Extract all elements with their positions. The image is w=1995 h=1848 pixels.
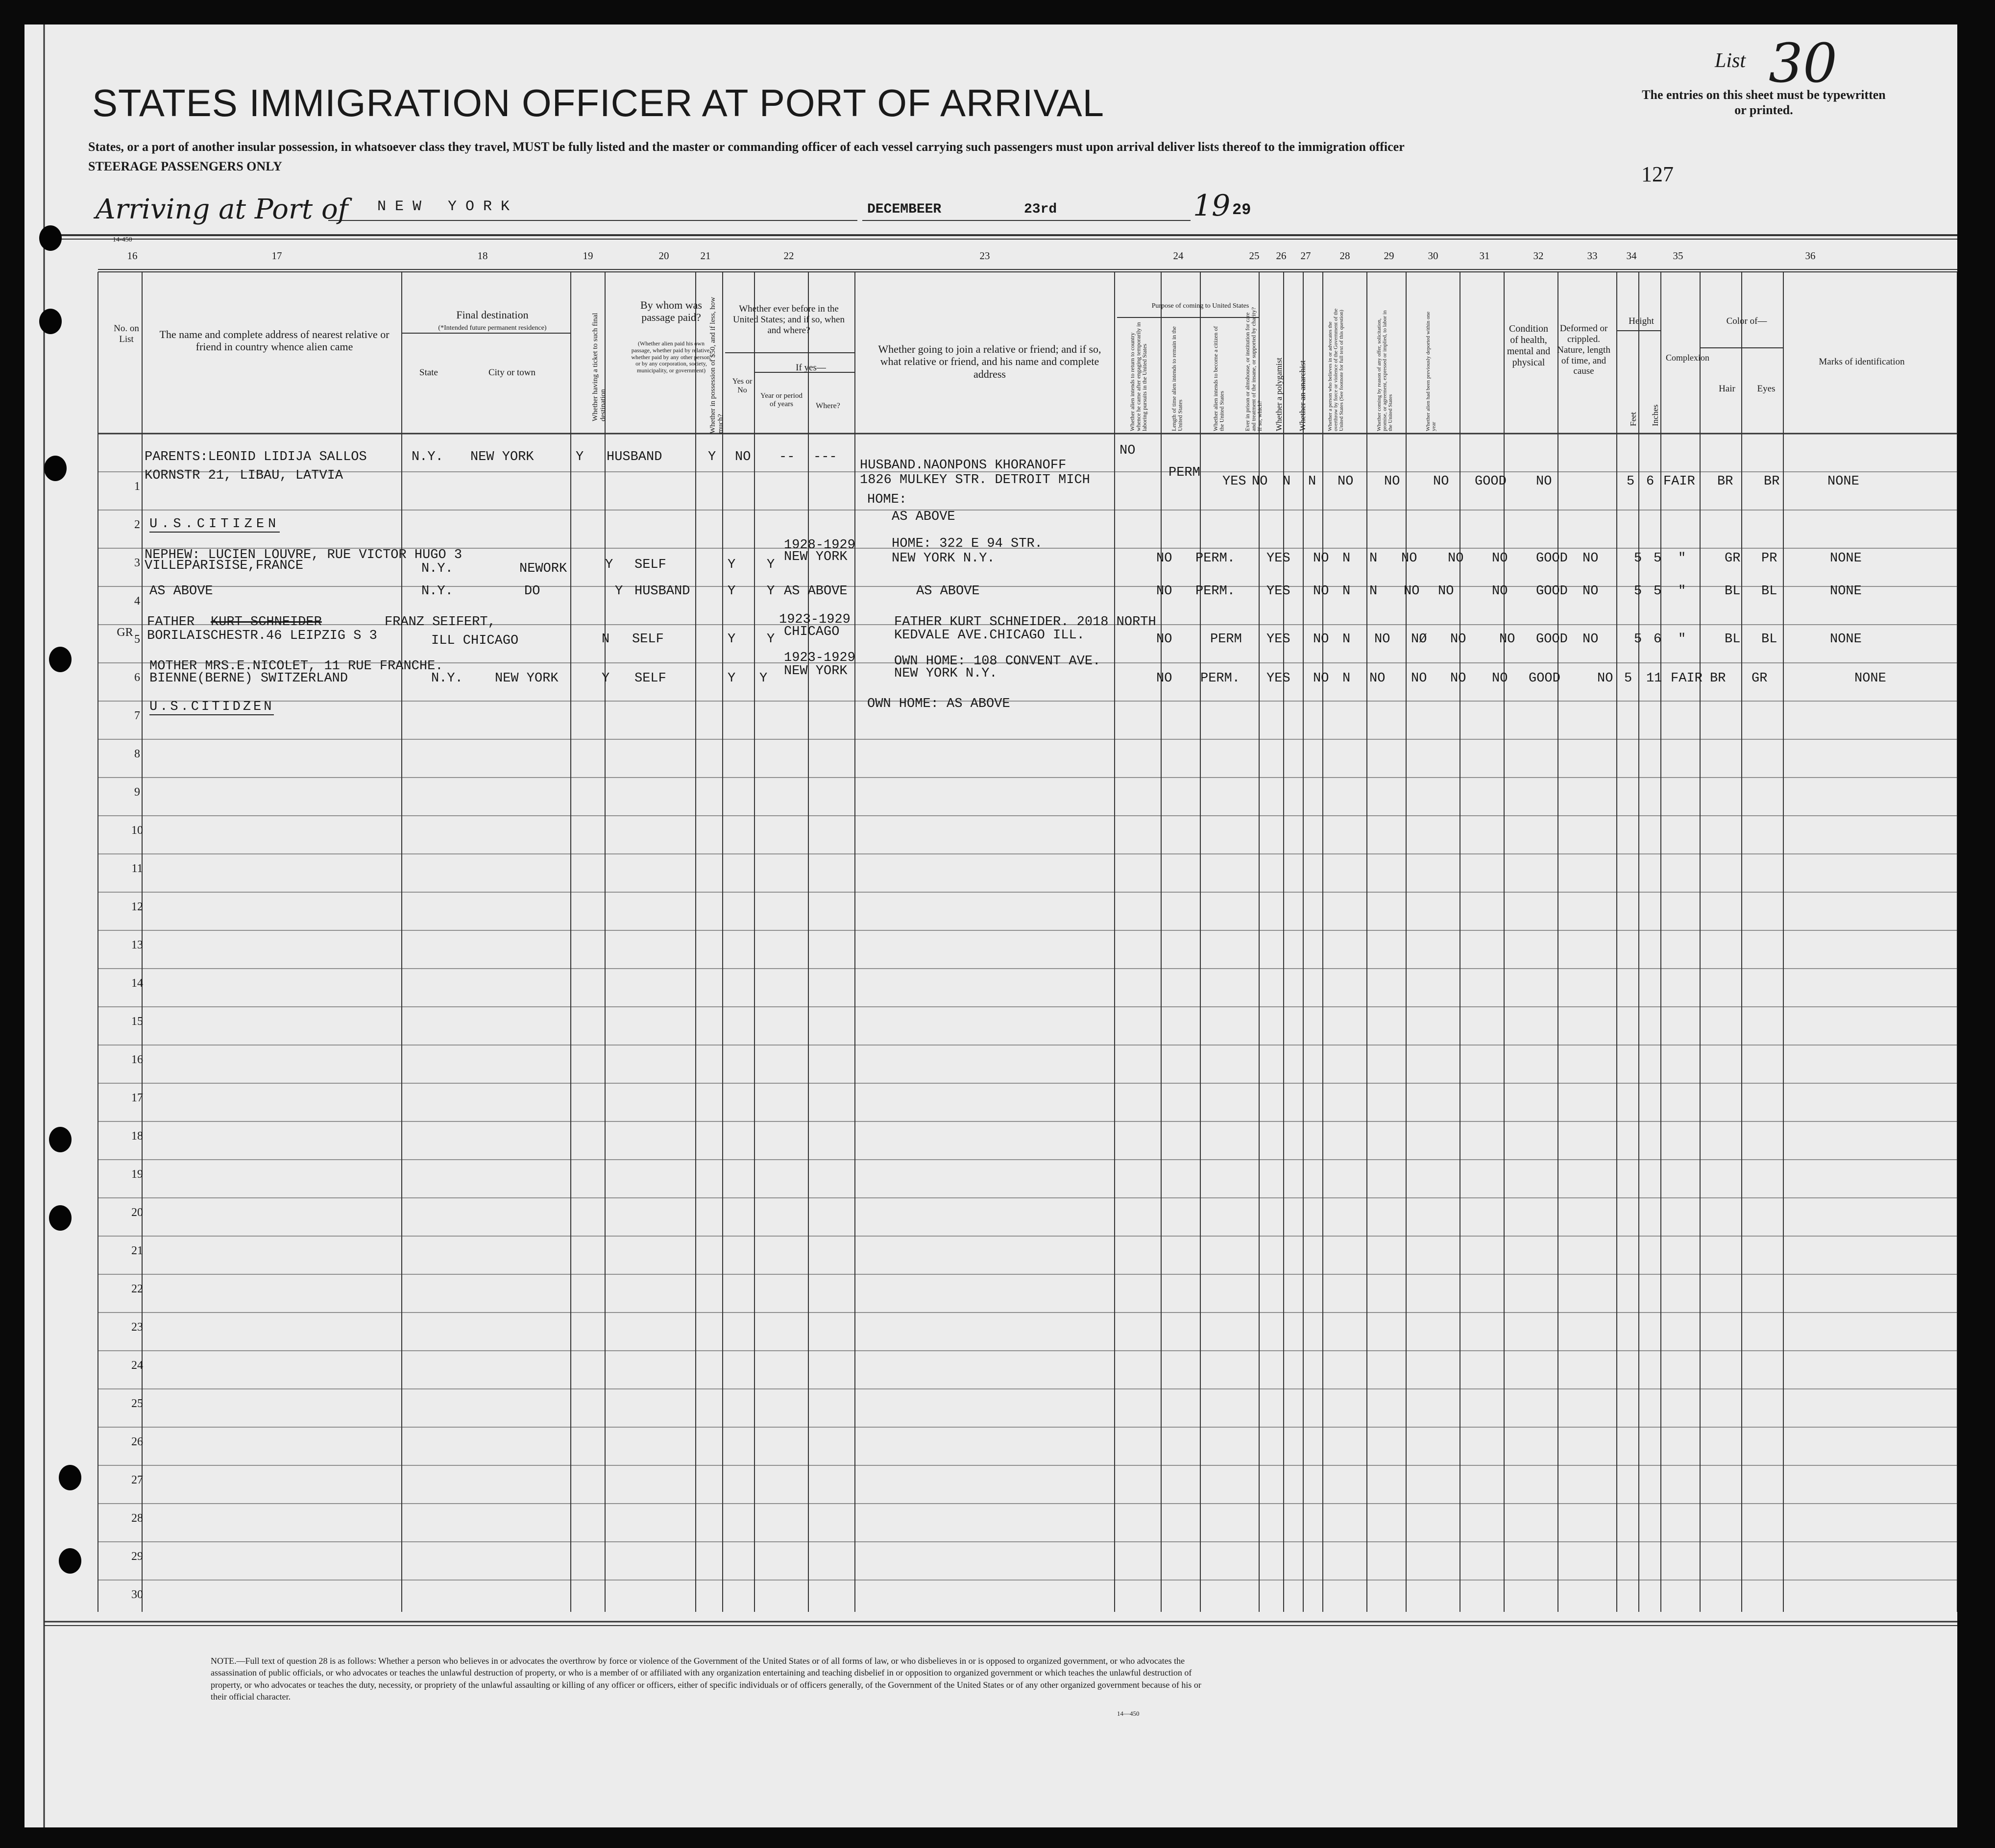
row1-health: GOOD <box>1475 474 1507 489</box>
row6-inches: 11 <box>1646 671 1662 686</box>
row-number: 22 <box>131 1283 143 1295</box>
row4-deformed: NO <box>1582 584 1599 599</box>
row5-health: GOOD <box>1536 632 1568 647</box>
col-num-29: 29 <box>1384 250 1394 262</box>
col-header-30: Whether alien had been previously deported within one year <box>1425 311 1437 431</box>
col-header-23: Whether going to join a relative or friend; and if so, what relative or friend, and his name and complete address <box>878 343 1101 380</box>
row3-state: N.Y. <box>421 561 453 576</box>
row3-hair: GR <box>1725 551 1741 566</box>
footnote-form-number: 14—450 <box>1117 1710 1140 1717</box>
row-number: 14 <box>131 977 143 990</box>
row1-joining-address: 1826 MULKEY STR. DETROIT MICH <box>860 473 1090 487</box>
steerage-label: STEERAGE PASSENGERS ONLY <box>88 159 282 173</box>
row3-ticket: Y <box>605 558 613 572</box>
list-label: List <box>1715 49 1746 72</box>
col-num-19: 19 <box>583 250 593 262</box>
col-header-22-where: Where? <box>816 402 840 410</box>
row4-before: Y <box>767 584 775 599</box>
row6-hair: BR <box>1710 671 1726 686</box>
col-header-20-note: (Whether alien paid his own passage, whether paid by relative, whether paid by any other person, or by any corporation, society, municipality, or government) <box>631 340 711 374</box>
row3-relative-address: VILLEPARISISE,FRANCE <box>145 559 304 573</box>
row5-relative-struck: KURT SCHNEIDER <box>211 615 322 630</box>
row1-hair: BR <box>1717 474 1733 489</box>
col-num-18: 18 <box>477 250 488 262</box>
col-header-22-years: Year or period of years <box>760 392 803 409</box>
punch-hole <box>39 225 62 251</box>
row4-return: NO <box>1156 584 1172 599</box>
row5-money: Y <box>728 632 736 647</box>
row5-where: CHICAGO <box>784 625 840 639</box>
row1-complexion: FAIR <box>1663 474 1695 489</box>
form-grid <box>24 24 1957 1827</box>
row1-deformed: NO <box>1536 474 1552 489</box>
col-header-24: Purpose of coming to United States <box>1151 302 1249 310</box>
row1-return: NO <box>1119 443 1136 458</box>
row5-destination: ILL CHICAGO <box>431 633 519 648</box>
punch-hole <box>49 1205 72 1231</box>
col-header-25: Ever in prison or almshouse, or institution for care and treatment of the insane, or supported by charity? If so, which? <box>1244 307 1264 431</box>
year-suffix: 29 <box>1232 201 1251 219</box>
row5-before: Y <box>767 632 775 647</box>
row6-state: N.Y. <box>431 671 463 686</box>
row4-complexion: " <box>1678 584 1686 599</box>
col-header-18-note: (*Intended future permanent residence) <box>438 324 547 332</box>
row-number: 10 <box>131 824 143 837</box>
col-header-21: Whether in possession of $50, and if less, how much? <box>709 296 725 434</box>
row6-eyes: GR <box>1752 671 1768 686</box>
row4-eyes: BL <box>1761 584 1777 599</box>
row6-relative-address: BIENNE(BERNE) SWITZERLAND <box>149 671 348 686</box>
col-num-25: 25 <box>1249 250 1260 262</box>
col-num-17: 17 <box>271 250 282 262</box>
row6-deformed: NO <box>1597 671 1613 686</box>
col-num-23: 23 <box>979 250 990 262</box>
row3-eyes: PR <box>1761 551 1777 566</box>
punch-hole <box>39 309 62 334</box>
col-header-20: By whom was passage paid? <box>640 299 702 324</box>
row-number: 3 <box>134 557 140 569</box>
row1-city: NEW YORK <box>470 450 534 464</box>
punch-hole <box>49 647 72 672</box>
row4-citizen: YES <box>1266 584 1290 599</box>
row4-inches: 5 <box>1654 584 1662 599</box>
row3-anarchist: N <box>1369 551 1378 566</box>
row1-state: N.Y. <box>412 450 443 464</box>
col-header-27: Whether an anarchist <box>1298 360 1307 431</box>
arriving-label: Arriving at Port of <box>96 194 348 225</box>
row5-return: NO <box>1156 632 1172 647</box>
row4-money: Y <box>728 584 736 599</box>
punch-hole <box>59 1548 81 1574</box>
row7-joining: OWN HOME: AS ABOVE <box>867 697 1010 711</box>
row6-length: PERM. <box>1200 671 1241 686</box>
row5-deformed: NO <box>1582 632 1599 647</box>
row1-before: NO <box>735 450 751 464</box>
row3-marks: NONE <box>1830 551 1862 566</box>
col-header-35: Color of— <box>1726 316 1767 326</box>
col-num-31: 31 <box>1479 250 1490 262</box>
row3-before: Y <box>767 558 775 572</box>
col-header-24a: Whether alien intends to return to country whence he came after engaging temporarily in laboring pursuits in the United States <box>1129 322 1148 431</box>
row-number: 29 <box>131 1550 143 1563</box>
row5-marks: NONE <box>1830 632 1862 647</box>
row4-length: PERM. <box>1195 584 1236 599</box>
col-num-21: 21 <box>700 250 711 262</box>
row1-q29: NO <box>1384 474 1400 489</box>
col-num-20: 20 <box>658 250 669 262</box>
row3-polygamist: N <box>1342 551 1351 566</box>
col-header-24c: Whether alien intends to become a citizen of the United States <box>1212 326 1225 431</box>
row4-state: N.Y. <box>421 584 453 599</box>
row5-hair: BL <box>1725 632 1741 647</box>
row5-joining-address: KEDVALE AVE.CHICAGO ILL. <box>894 628 1085 643</box>
row-number: 6 <box>134 671 140 684</box>
col-header-33-feet: Feet <box>1629 412 1638 426</box>
row6-complexion: FAIR <box>1671 671 1703 686</box>
row-number: 24 <box>131 1359 143 1372</box>
form-notice: States, or a port of another insular possession, in whatsoever class they travel, MUST be fully listed and the master or commanding officer of each vessel carrying such passengers must upon arrival deliver lists thereof to the immigration officer <box>88 140 1405 154</box>
row4-passage: HUSBAND <box>634 584 690 599</box>
row7-relative: U.S.CITIDZEN <box>149 700 274 714</box>
col-num-24: 24 <box>1173 250 1184 262</box>
row6-prison: NO <box>1313 671 1329 686</box>
row2-relative: U.S.CITIZEN <box>149 517 280 532</box>
row1-inches: 6 <box>1646 474 1654 489</box>
col-header-33: Height <box>1629 316 1654 326</box>
date-value: DECEMBEER <box>867 202 942 217</box>
punch-hole <box>49 1127 72 1152</box>
row1-polygamist: N <box>1283 474 1291 489</box>
row5-citizen: YES <box>1266 632 1290 647</box>
col-num-16: 16 <box>127 250 138 262</box>
row4-anarchist: N <box>1369 584 1378 599</box>
manifest-sheet <box>24 24 1957 1827</box>
col-header-31: Condition of health, mental and physical <box>1507 323 1551 368</box>
port-value: N E W Y O R K <box>377 198 510 215</box>
col-header-22: Whether ever before in the United States; and if so, when and where? <box>733 304 845 336</box>
row3-relative-name: NEPHEW: LUCIEN LOUVRE, RUE VICTOR HUGO 3 <box>145 548 462 562</box>
row3-joining: HOME: 322 E 94 STR. <box>892 536 1043 551</box>
row3-inches: 5 <box>1654 551 1662 566</box>
row1-q28: NO <box>1338 474 1354 489</box>
row4-ticket: Y <box>615 584 623 599</box>
col-num-30: 30 <box>1428 250 1438 262</box>
col-header-18-city: City or town <box>488 367 536 378</box>
row4-q28: NO <box>1404 584 1420 599</box>
form-number: 14-450 <box>113 236 132 243</box>
col-header-22-yesno: Yes or No <box>732 377 753 395</box>
row5-inches: 6 <box>1654 632 1662 647</box>
row4-q29: NO <box>1438 584 1454 599</box>
row-number-gr: GR <box>117 626 133 639</box>
row4-q30: NO <box>1492 584 1508 599</box>
punch-hole <box>44 456 67 481</box>
col-header-33-inches: Inches <box>1651 404 1660 426</box>
row-number: 26 <box>131 1435 143 1448</box>
col-header-32: Deformed or crippled. Nature, length of time, and cause <box>1557 323 1610 377</box>
row3-length: PERM. <box>1195 551 1236 566</box>
row-number: 1 <box>134 480 140 493</box>
row3-q28: NO <box>1401 551 1417 566</box>
col-header-18-state: State <box>419 367 438 378</box>
row6-before: Y <box>759 671 768 686</box>
row5-q30: NO <box>1499 632 1515 647</box>
list-number: 30 <box>1769 32 1837 95</box>
col-num-35: 35 <box>1673 250 1683 262</box>
col-num-32: 32 <box>1533 250 1544 262</box>
col-header-24b: Length of time alien intends to remain in the United States <box>1170 326 1184 431</box>
typewritten-note: The entries on this sheet must be typewritten or printed. <box>1642 88 1886 118</box>
row1-feet: 5 <box>1627 474 1635 489</box>
row1-prison: NO <box>1252 474 1268 489</box>
row3-citizen: YES <box>1266 551 1290 566</box>
row6-ticket: Y <box>602 671 610 686</box>
row-number: 13 <box>131 939 143 951</box>
punch-hole <box>59 1465 81 1490</box>
year-prefix: 19 <box>1193 189 1231 223</box>
row1-passage: HUSBAND <box>607 450 662 464</box>
row-number: 2 <box>134 518 140 531</box>
row4-city: DO <box>524 584 540 599</box>
row6-relative-name: MOTHER MRS.E.NICOLET, 11 RUE FRANCHE. <box>149 659 443 674</box>
row3-joining-address: NEW YORK N.Y. <box>892 551 995 566</box>
row6-years: 1923-1929 <box>784 651 855 665</box>
row5-prison: NO <box>1313 632 1329 647</box>
row1-relative-name: PARENTS:LEONID LIDIJA SALLOS <box>145 450 367 464</box>
row3-city: NEWORK <box>519 561 567 576</box>
row1-relative-address: KORNSTR 21, LIBAU, LATVIA <box>145 468 343 483</box>
row4-relative: AS ABOVE <box>149 584 213 599</box>
col-num-33: 33 <box>1587 250 1598 262</box>
row6-money: Y <box>728 671 736 686</box>
row4-prison: NO <box>1313 584 1329 599</box>
row5-passage: SELF <box>632 632 664 647</box>
row-number: 23 <box>131 1321 143 1334</box>
row6-feet: 5 <box>1624 671 1632 686</box>
row6-citizen: YES <box>1266 671 1290 686</box>
row6-q30: NO <box>1492 671 1508 686</box>
col-num-26: 26 <box>1276 250 1287 262</box>
col-header-35-hair: Hair <box>1719 384 1735 394</box>
form-title: STATES IMMIGRATION OFFICER AT PORT OF ARRIVAL <box>92 81 1105 124</box>
row1-years: -- <box>779 450 795 464</box>
row6-passage: SELF <box>634 671 666 686</box>
row5-q29: NO <box>1450 632 1466 647</box>
col-header-19: Whether having a ticket to such final destination <box>591 313 607 421</box>
row6-q29: NO <box>1450 671 1466 686</box>
row-number: 9 <box>134 786 140 799</box>
row3-health: GOOD <box>1536 551 1568 566</box>
row-number: 21 <box>131 1244 143 1257</box>
row-number: 25 <box>131 1397 143 1410</box>
row3-complexion: " <box>1678 551 1686 566</box>
row-number: 19 <box>131 1168 143 1181</box>
row1-length: PERM <box>1168 465 1200 480</box>
row1-home: HOME: <box>867 492 907 507</box>
row-number: 16 <box>131 1053 143 1066</box>
col-header-29: Whether coming by reason of any offer, solicitation, promise, or agreement, expressed or implied, to labor in the United States <box>1376 310 1394 431</box>
row5-eyes: BL <box>1761 632 1777 647</box>
row5-relative-address: BORILAISCHESTR.46 LEIPZIG S 3 <box>147 629 377 643</box>
row1-eyes: BR <box>1764 474 1780 489</box>
row4-hair: BL <box>1725 584 1741 599</box>
row6-q28: NO <box>1411 671 1427 686</box>
row6-polygamist: N <box>1342 671 1351 686</box>
col-num-28: 28 <box>1339 250 1350 262</box>
row5-q28: NØ <box>1411 632 1427 647</box>
page-number: 127 <box>1641 162 1674 186</box>
col-num-27: 27 <box>1300 250 1311 262</box>
row5-relative-name: FRANZ SEIFERT, <box>385 615 496 630</box>
col-num-36: 36 <box>1805 250 1816 262</box>
row-number: 30 <box>131 1588 143 1601</box>
row-number: 28 <box>131 1512 143 1525</box>
row3-q30: NO <box>1492 551 1508 566</box>
row-number: 8 <box>134 748 140 760</box>
row4-joining: AS ABOVE <box>916 584 980 599</box>
row1-joining: HUSBAND.NAONPONS KHORANOFF <box>860 458 1067 473</box>
row1-citizen: YES <box>1222 474 1246 489</box>
day-value: 23rd <box>1024 202 1057 217</box>
footnote: NOTE.—Full text of question 28 is as follows: Whether a person who believes in or advocates the overthrow by force or violence of the Government of the United States or of all forms of law, or who disbelieves in or is opposed to organized government, or who advocates the assassination of public officials, or who advocates or teaches the unlawful destruction of property, or who is a member of or affiliated with any organization entertaining and teaching disbelief in or opposition to organized government or which teaches the unlawful destruction of property, or who advocates or teaches the duty, necessity, or propriety of the unlawful assaulting or killing of any officer or officers, either of specific individuals or of officers generally, of the Government of the United States or of any other organized government because of his or their official character. <box>211 1656 1201 1702</box>
row-number: 11 <box>131 862 143 875</box>
row4-feet: 5 <box>1634 584 1642 599</box>
row4-where: AS ABOVE <box>784 584 848 599</box>
row5-polygamist: N <box>1342 632 1351 647</box>
row-number: 4 <box>134 595 140 608</box>
col-header-28: Whether a person who believes in or advocates the overthrow by force or violence of the Government of the United States (See footnote for full text of this question) <box>1327 308 1345 431</box>
row4-polygamist: N <box>1342 584 1351 599</box>
row1-ticket: Y <box>576 450 584 464</box>
row-number: 18 <box>131 1130 143 1143</box>
row5-joining: FATHER KURT SCHNEIDER. 2018 NORTH <box>894 615 1156 630</box>
row1-money: Y <box>708 450 716 464</box>
row1-marks: NONE <box>1827 474 1859 489</box>
row6-return: NO <box>1156 671 1172 686</box>
row-number: 17 <box>131 1092 143 1104</box>
row5-feet: 5 <box>1634 632 1642 647</box>
row5-complexion: " <box>1678 632 1686 647</box>
row-number: 12 <box>131 900 143 913</box>
row5-years: 1923-1929 <box>779 612 851 627</box>
row3-return: NO <box>1156 551 1172 566</box>
row3-prison: NO <box>1313 551 1329 566</box>
row4-marks: NONE <box>1830 584 1862 599</box>
row-number: 20 <box>131 1206 143 1219</box>
row5-length: PERM <box>1210 632 1242 647</box>
col-header-18: Final destination <box>456 309 529 321</box>
row5-ticket: N <box>602 632 610 647</box>
row3-years: 1928-1929 <box>784 538 855 553</box>
row-number: 5 <box>134 633 140 646</box>
row1-home-value: AS ABOVE <box>892 510 955 524</box>
row6-marks: NONE <box>1854 671 1886 686</box>
col-header-22-ifyes: If yes— <box>796 363 826 373</box>
row6-joining: OWN HOME: 108 CONVENT AVE. <box>894 654 1101 669</box>
row6-city: NEW YORK <box>495 671 559 686</box>
row6-where: NEW YORK <box>784 664 848 679</box>
col-num-22: 22 <box>783 250 794 262</box>
row1-anarchist: N <box>1308 474 1316 489</box>
col-header-17: The name and complete address of nearest relative or friend in country whence alien came <box>159 328 389 353</box>
row5-anarchist: NO <box>1374 632 1390 647</box>
col-header-34: Complexion <box>1666 353 1709 363</box>
row3-feet: 5 <box>1634 551 1642 566</box>
row3-deformed: NO <box>1582 551 1599 566</box>
row4-health: GOOD <box>1536 584 1568 599</box>
row3-money: Y <box>728 558 736 572</box>
row1-where: --- <box>813 450 837 464</box>
row3-passage: SELF <box>634 558 666 572</box>
col-header-36: Marks of identification <box>1819 357 1905 367</box>
col-header-35-eyes: Eyes <box>1757 384 1776 394</box>
col-header-26: Whether a polygamist <box>1274 357 1284 431</box>
row1-q30: NO <box>1433 474 1449 489</box>
row3-where: NEW YORK <box>784 550 848 564</box>
row6-anarchist: NO <box>1369 671 1386 686</box>
row-number: 27 <box>131 1474 143 1486</box>
row6-health: GOOD <box>1529 671 1560 686</box>
row-number: 15 <box>131 1015 143 1028</box>
row3-q29: NO <box>1448 551 1464 566</box>
row5-relative-label: FATHER <box>147 615 195 630</box>
col-header-16: No. on List <box>114 323 139 344</box>
col-num-34: 34 <box>1626 250 1637 262</box>
row6-joining-address: NEW YORK N.Y. <box>894 666 998 681</box>
row-number: 7 <box>134 709 140 722</box>
